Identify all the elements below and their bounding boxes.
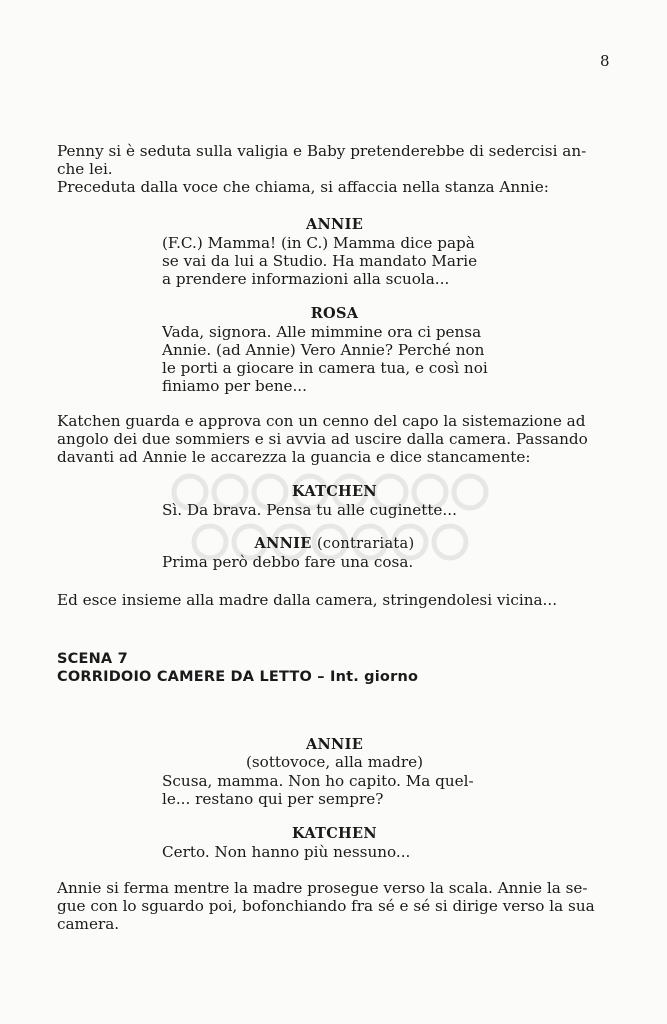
- scene-heading: CORRIDOIO CAMERE DA LETTO – Int. giorno: [57, 669, 419, 685]
- intro-paragraph: [57, 142, 613, 196]
- text-line: Annie. (ad Annie) Vero Annie? Perché non: [162, 341, 485, 359]
- dialogue-annie: [162, 772, 510, 808]
- text-line: se vai da lui a Studio. Ha mandato Marie: [162, 252, 478, 270]
- text-line: Prima però debbo fare una cosa.: [162, 553, 414, 571]
- speaker-annie: ANNIE: [305, 736, 364, 753]
- text-line: Certo. Non hanno più nessuno...: [162, 843, 411, 861]
- text-line: Vada, signora. Alle mimmine ora ci pensa: [162, 323, 482, 341]
- text-line: Scusa, mamma. Non ho capito. Ma quel-: [162, 772, 474, 790]
- text-line: che lei.: [57, 160, 113, 178]
- text-line: Sì. Da brava. Pensa tu alle cuginette...: [162, 501, 457, 519]
- stage-direction: (contrariata): [316, 536, 415, 552]
- text-line: finiamo per bene...: [162, 377, 307, 395]
- text-line: a prendere informazioni alla scuola...: [162, 270, 450, 288]
- dialogue-annie: [162, 234, 510, 288]
- action-paragraph: [57, 591, 613, 609]
- text-line: Annie si ferma mentre la madre prosegue verso la scala. Annie la se-: [57, 879, 588, 897]
- text-line: angolo dei due sommiers e si avvia ad uscire dalla camera. Passando: [57, 430, 588, 448]
- text-line: camera.: [57, 915, 120, 933]
- text-line: le porti a giocare in camera tua, e così noi: [162, 359, 488, 377]
- speaker-annie: ANNIE: [305, 216, 364, 233]
- text-line: davanti ad Annie le accarezza la guancia e dice stancamente:: [57, 448, 531, 466]
- stage-direction: (sottovoce, alla madre): [245, 753, 424, 771]
- text-line: Ed esce insieme alla madre dalla camera, stringendolesi vicina...: [57, 591, 558, 609]
- text-line: Katchen guarda e approva con un cenno del capo la sistemazione ad: [57, 412, 586, 430]
- speaker-name: ANNIE: [254, 535, 312, 552]
- action-paragraph: [57, 412, 613, 466]
- dialogue-annie: [162, 553, 510, 571]
- text-line: Preceduta dalla voce che chiama, si affaccia nella stanza Annie:: [57, 178, 549, 196]
- speaker-rosa: ROSA: [310, 305, 359, 322]
- text-line: gue con lo sguardo poi, bofonchiando fra sé e sé si dirige verso la sua: [57, 897, 595, 915]
- page-number: 8: [600, 52, 610, 70]
- text-line: (F.C.) Mamma! (in C.) Mamma dice papà: [162, 234, 475, 252]
- speaker-annie: [162, 535, 507, 552]
- action-paragraph: [57, 879, 613, 933]
- text-line: le... restano qui per sempre?: [162, 790, 384, 808]
- dialogue-katchen: [162, 843, 510, 861]
- scene-number: SCENA 7: [57, 651, 128, 667]
- dialogue-rosa: [162, 323, 510, 395]
- speaker-katchen: KATCHEN: [292, 825, 377, 842]
- dialogue-katchen: [162, 501, 510, 519]
- speaker-katchen: KATCHEN: [292, 483, 377, 500]
- text-line: Penny si è seduta sulla valigia e Baby pretenderebbe di sedercisi an-: [57, 142, 587, 160]
